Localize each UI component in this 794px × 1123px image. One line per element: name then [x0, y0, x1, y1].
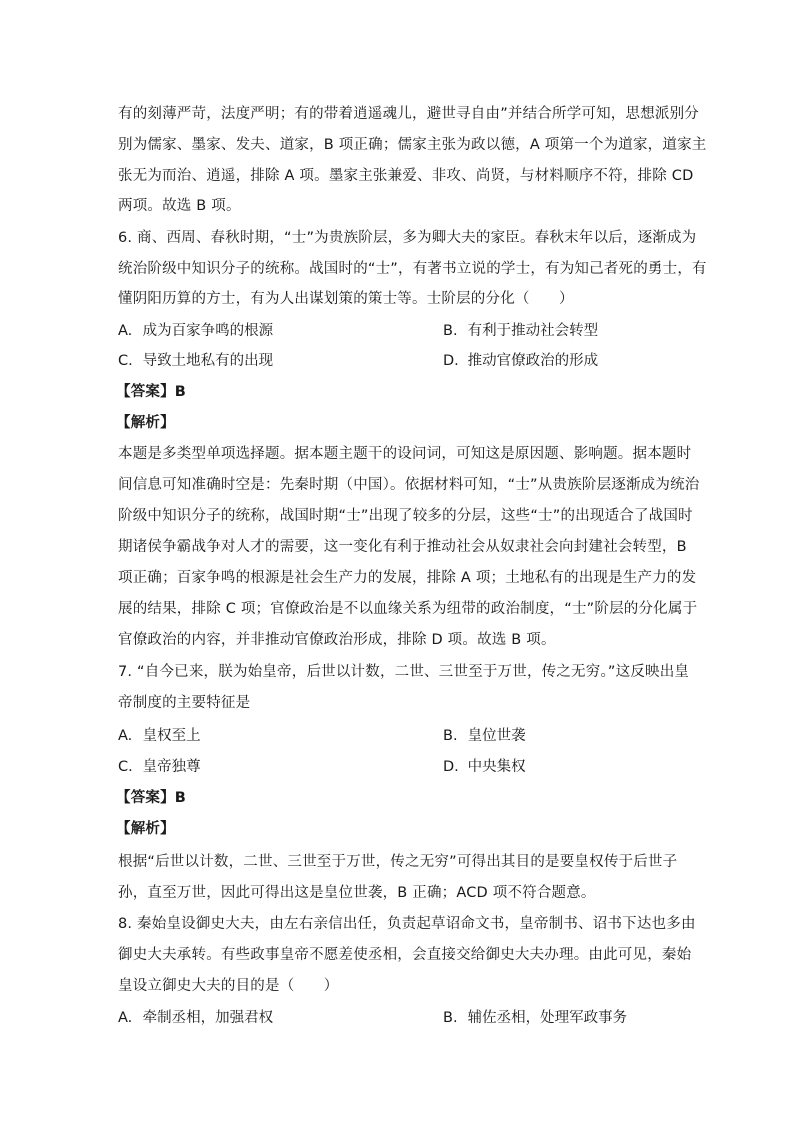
option-text: 皇帝独尊	[142, 759, 201, 775]
option-text: 皇权至上	[142, 728, 201, 744]
paragraph-line: 别为儒家、墨家、发夫、道家，B 项正确；儒家主张为政以德，A 项第一个为道家，道家主	[118, 137, 707, 153]
question-6-analysis: 官僚政治的内容，并非推动官僚政治形成，排除 D 项。故选 B 项。	[118, 632, 556, 648]
question-6-answer: 【答案】B	[116, 384, 187, 400]
paragraph-line: 张无为而治、逍遥，排除 A 项。墨家主张兼爱、非攻、尚贤，与材料顺序不符，排除 CD	[118, 168, 694, 184]
question-7-analysis: 根据“后世以计数，二世、三世至于万世，传之无穷”可得出其目的是要皇权传于后世子	[118, 854, 678, 870]
question-6-stem: 懂阴阳历算的方士，有为人出谋划策的策士等。士阶层的分化（ ）	[118, 291, 574, 307]
option-text: 成为百家争鸣的根源	[142, 323, 274, 339]
question-7-stem: 帝制度的主要特征是	[118, 695, 251, 711]
question-7-analysis: 孙，直至万世，因此可得出这是皇位世袭，B 正确；ACD 项不符合题意。	[118, 885, 596, 901]
question-7-option-d: D. 中央集权	[443, 759, 526, 775]
question-7-stem: 7. “自今已来，朕为始皇帝，后世以计数，二世、三世至于万世，传之无穷。”这反映出皇	[118, 664, 690, 680]
option-text: 辅佐丞相，处理军政事务	[467, 1010, 628, 1026]
question-8-stem: 8. 秦始皇设御史大夫，由左右亲信出任，负责起草诏命文书，皇帝制书、诏书下达也多由	[118, 916, 696, 932]
question-7-answer: 【答案】B	[116, 790, 187, 806]
question-6-analysis: 项正确；百家争鸣的根源是社会生产力的发展，排除 A 项；土地私有的出现是生产力的发	[118, 570, 697, 586]
option-text: 中央集权	[467, 759, 526, 775]
question-6-analysis: 阶级中知识分子的统称，战国时期“士”出现了较多的分层，这些“士”的出现适合了战国时	[118, 508, 693, 524]
option-text: 有利于推动社会转型	[467, 323, 599, 339]
paragraph-line: 两项。故选 B 项。	[118, 198, 241, 214]
question-7-option-c: C. 皇帝独尊	[118, 759, 201, 775]
question-7-option-a: A. 皇权至上	[118, 728, 201, 744]
question-6-option-a: A. 成为百家争鸣的根源	[118, 323, 274, 339]
question-6-analysis: 展的结果，排除 C 项；官僚政治是不以血缘关系为纽带的政治制度，“士”阶层的分化属于	[118, 601, 698, 617]
question-6-analysis-heading: 【解析】	[116, 415, 175, 431]
question-6-analysis: 间信息可知准确时空是：先秦时期（中国）。依据材料可知，“士”从贵族阶层逐渐成为统治	[118, 477, 700, 493]
question-6-stem: 6. 商、西周、春秋时期，“士”为贵族阶层，多为卿大夫的家臣。春秋末年以后，逐渐成为	[118, 230, 697, 246]
question-8-option-b: B. 辅佐丞相，处理军政事务	[443, 1010, 628, 1026]
question-6-option-c: C. 导致土地私有的出现	[118, 353, 274, 369]
question-6-analysis: 本题是多类型单项选择题。据本题主题干的设问词，可知这是原因题、影响题。据本题时	[118, 446, 692, 462]
paragraph-line: 有的刻薄严苛，法度严明；有的带着逍遥魂儿，避世寻自由”并结合所学可知，思想派别分	[118, 106, 700, 122]
question-8-stem: 皇设立御史大夫的目的是（ ）	[118, 978, 339, 994]
question-7-analysis-heading: 【解析】	[116, 821, 175, 837]
option-text: 导致土地私有的出现	[142, 353, 274, 369]
question-8-option-a: A. 牵制丞相，加强君权	[118, 1010, 274, 1026]
question-8-stem: 御史大夫承转。有些政事皇帝不愿差使丞相，会直接交给御史大夫办理。由此可见，秦始	[118, 947, 692, 963]
question-6-option-d: D. 推动官僚政治的形成	[443, 353, 599, 369]
option-text: 牵制丞相，加强君权	[142, 1010, 274, 1026]
option-text: 推动官僚政治的形成	[467, 353, 599, 369]
option-text: 皇位世袭	[467, 728, 526, 744]
question-6-stem: 统治阶级中知识分子的统称。战国时的“士”，有著书立说的学士，有为知己者死的勇士，有	[118, 261, 707, 277]
question-7-option-b: B. 皇位世袭	[443, 728, 526, 744]
question-6-option-b: B. 有利于推动社会转型	[443, 323, 599, 339]
question-6-analysis: 期诸侯争霸战争对人才的需要，这一变化有利于推动社会从奴隶社会向封建社会转型，B	[118, 539, 687, 555]
